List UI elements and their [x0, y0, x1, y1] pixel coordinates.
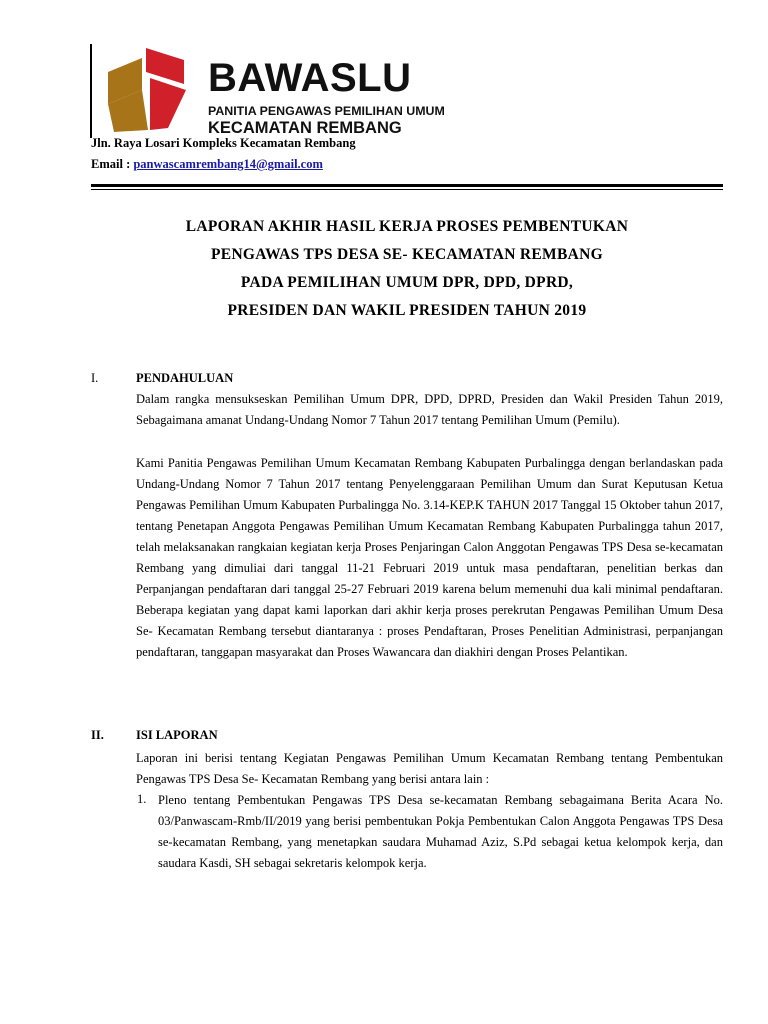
- document-title-line-3: PADA PEMILIHAN UMUM DPR, DPD, DPRD,: [240, 274, 574, 291]
- email-label: Email :: [91, 157, 134, 171]
- email-link[interactable]: panwascamrembang14@gmail.com: [133, 157, 323, 171]
- section-number: I.: [91, 371, 99, 385]
- bawaslu-logo-icon: [102, 44, 194, 136]
- letterhead-border: [90, 44, 92, 138]
- list-item-number: 1.: [137, 792, 147, 806]
- section-number: II.: [91, 728, 104, 742]
- document-title-line-2: PENGAWAS TPS DESA SE- KECAMATAN REMBANG: [211, 246, 603, 263]
- header-divider-thick: [91, 184, 723, 187]
- section-heading: PENDAHULUAN: [136, 371, 234, 385]
- section-paragraph: Dalam rangka mensukseskan Pemilihan Umum DPR, DPD, DPRD, Presiden dan Wakil Presiden Tahun 2019, Sebagaimana amanat Undang-Undang Nomor 7 Tahun 2017 tentang Pemilihan Umum (Pemilu).: [136, 392, 723, 427]
- section-paragraph: Laporan ini berisi tentang Kegiatan Pengawas Pemilihan Umum Kecamatan Rembang tentang Pembentukan Pengawas TPS Desa Se- Kecamatan Rembang yang berisi antara lain :: [136, 751, 723, 786]
- email-line: [91, 157, 323, 172]
- address-line: Jln. Raya Losari Kompleks Kecamatan Rembang: [91, 136, 356, 150]
- brand-subtitle-kecamatan: KECAMATAN REMBANG: [208, 119, 402, 137]
- brand-name: BAWASLU: [208, 56, 412, 100]
- document-title-line-4: PRESIDEN DAN WAKIL PRESIDEN TAHUN 2019: [227, 302, 587, 319]
- section-paragraph: Kami Panitia Pengawas Pemilihan Umum Kecamatan Rembang Kabupaten Purbalingga dengan berlandaskan pada Undang-Undang Nomor 7 Tahun 2017 tentang Penyelenggaraan Pemilihan Umum dan Surat Keputusan Ketua Pengawas Pemilihan Umum Kabupaten Purbalingga No. 3.14-KEP.K TAHUN 2017 Tanggal 15 Oktober tahun 2017, tentang Penetapan Anggota Pengawas Pemilihan Umum Kecamatan Rembang Kabupaten Purbalingga tahun 2017, telah melaksanakan rangkaian kegiatan kerja Proses Penjaringan Calon Anggotan Pengawas TPS Desa se-kecamatan Rembang yang dimuliai dari tanggal 11-21 Februari 2019 untuk masa pendaftaran, penelitian berkas dan Perpanjangan pendaftaran dari tanggal 25-27 Februari 2019 karena belum memenuhi dua kali minimal pendaftaran. Beberapa kegiatan yang dapat kami laporkan dari akhir kerja proses perekrutan Pengawas Pemilihan Umum Desa Se- Kecamatan Rembang tersebut diantaranya : proses Pendaftaran, Proses Penelitian Administrasi, perpanjangan pendaftaran, tanggapan masyarakat dan Proses Wawancara dan diakhiri dengan Proses Pelantikan.: [136, 456, 723, 659]
- header-divider-thin: [91, 189, 723, 190]
- letterhead: [90, 42, 460, 138]
- list-item: Pleno tentang Pembentukan Pengawas TPS Desa se-kecamatan Rembang sebagaimana Berita Acara No. 03/Panwascam-Rmb/II/2019 yang berisi pembentukan Pokja Pembentukan Calon Anggota Pengawas TPS Desa se-kecamatan Rembang, yang menetapkan saudara Muhamad Aziz, S.Pd sebagai ketua kelompok kerja, dan saudara Kasdi, SH sebagai sekretaris kelompok kerja.: [158, 793, 723, 870]
- brand-subtitle: PANITIA PENGAWAS PEMILIHAN UMUM: [208, 104, 445, 118]
- document-title-line-1: LAPORAN AKHIR HASIL KERJA PROSES PEMBENTUKAN: [185, 218, 629, 235]
- section-heading: ISI LAPORAN: [136, 728, 218, 742]
